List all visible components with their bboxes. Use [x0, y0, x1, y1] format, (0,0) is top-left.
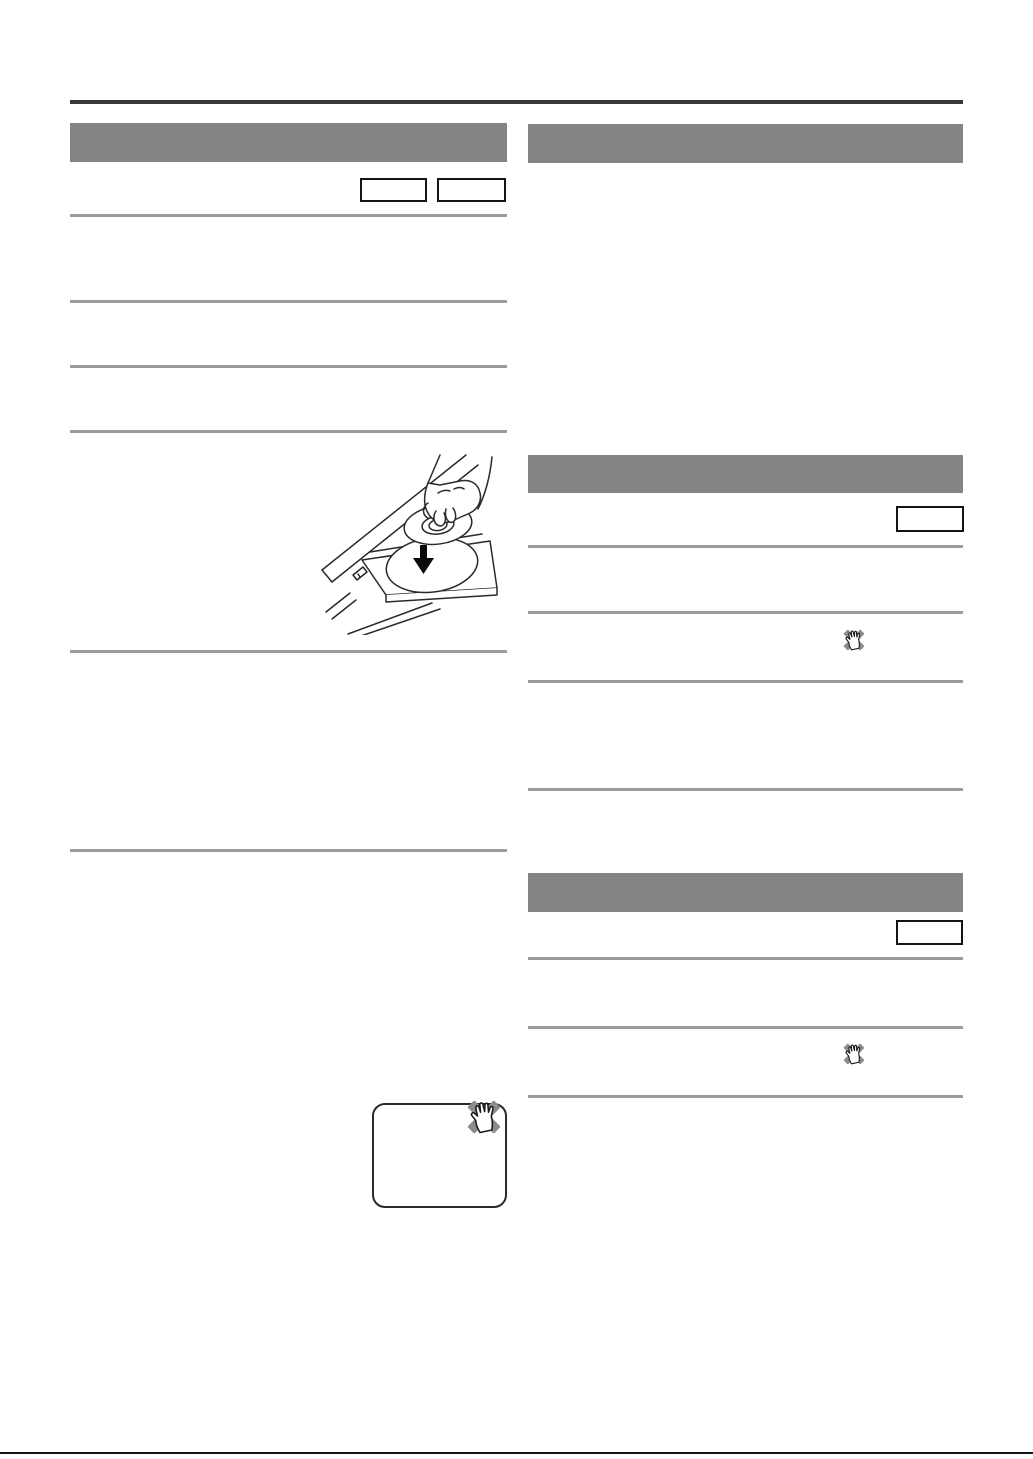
right-divider-4	[528, 788, 963, 791]
left-divider-2	[70, 300, 507, 303]
left-option-box-2	[437, 178, 506, 202]
eject-button	[353, 567, 367, 580]
do-not-touch-hand-icon-small-1	[840, 626, 868, 654]
rail-line-1	[326, 593, 350, 612]
left-option-box-1	[360, 178, 427, 202]
arm-line-left	[428, 455, 440, 483]
left-divider-4	[70, 430, 507, 433]
left-divider-1	[70, 214, 507, 217]
left-divider-3	[70, 365, 507, 368]
right-section-header-bar-2	[528, 455, 963, 493]
do-not-touch-hand-icon	[462, 1095, 506, 1139]
rail-line-2	[332, 600, 356, 619]
right-section-header-bar-1	[528, 124, 963, 163]
top-rule	[70, 100, 963, 104]
right-option-box-1	[896, 506, 964, 532]
right-divider-2	[528, 611, 963, 614]
left-section-header-bar	[70, 123, 507, 162]
rail-line-4	[358, 609, 440, 635]
bottom-rule	[0, 1452, 1033, 1454]
right-section-header-bar-3	[528, 873, 963, 912]
rail-line-3	[348, 603, 432, 634]
finger-1	[434, 511, 445, 526]
disc-insertion-illustration	[320, 453, 515, 635]
do-not-touch-hand-icon-small-2	[840, 1040, 868, 1068]
left-divider-6	[70, 849, 507, 852]
finger-2	[445, 508, 455, 522]
right-option-box-2	[896, 920, 963, 945]
right-divider-5	[528, 957, 963, 960]
left-divider-5	[70, 650, 507, 653]
player-corner-line	[322, 570, 332, 582]
right-divider-1	[528, 545, 963, 548]
right-divider-3	[528, 680, 963, 683]
right-divider-6	[528, 1026, 963, 1029]
right-divider-7	[528, 1095, 963, 1098]
